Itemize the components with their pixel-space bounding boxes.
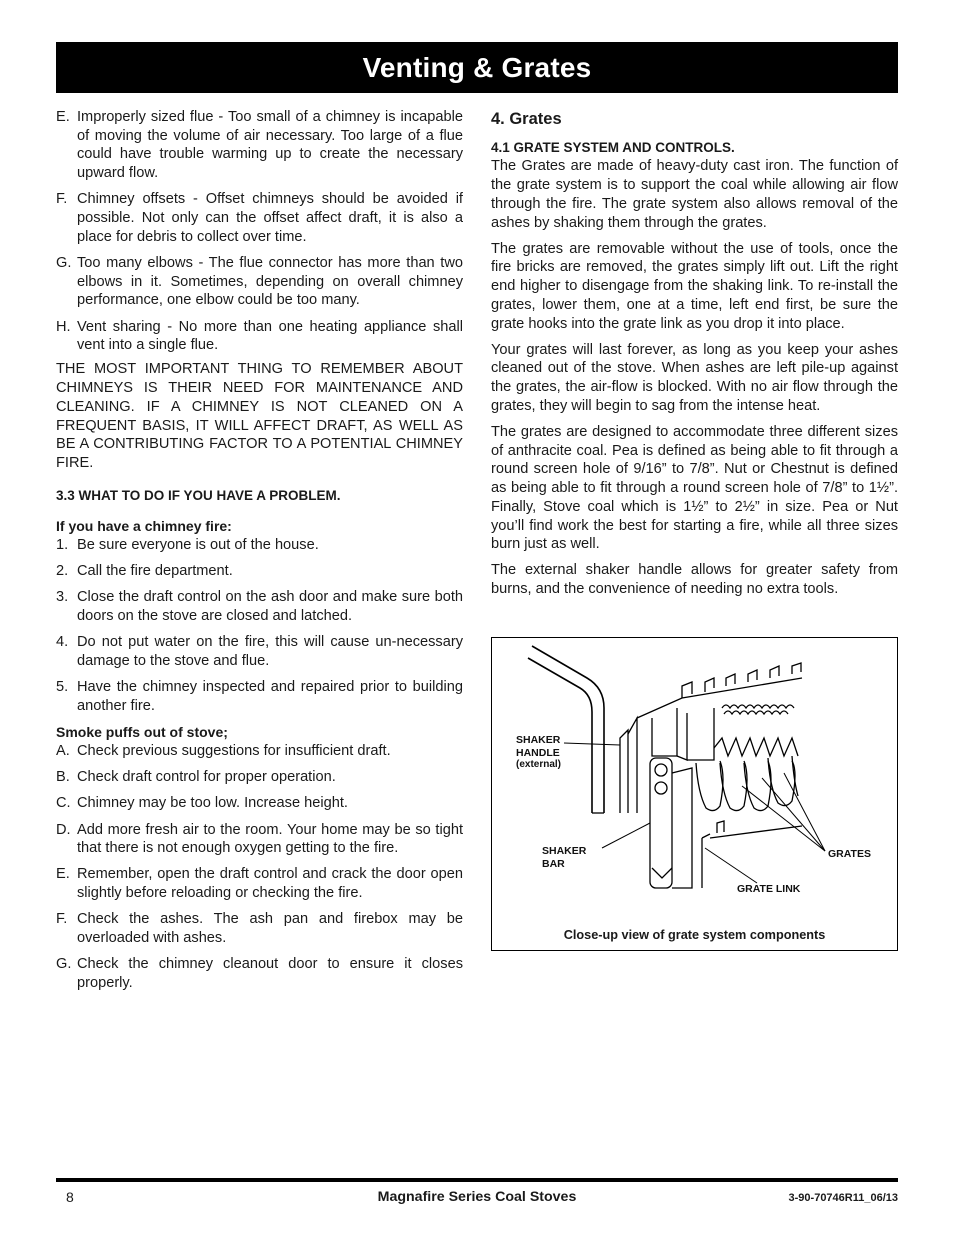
grates-paragraph-5: The external shaker handle allows for greater safety from burns, and the convenience of needing no extra tools. xyxy=(491,562,898,598)
grate-system-figure xyxy=(491,637,898,951)
list-item-text: Be sure everyone is out of the house. xyxy=(77,537,319,554)
shaker-handle-label xyxy=(516,734,561,772)
maintenance-warning: THE MOST IMPORTANT THING TO REMEMBER ABOUT CHIMNEYS IS THEIR NEED FOR MAINTENANCE AND CLEANING. IF A CHIMNEY IS NOT CLEANED ON A FREQUENT BASIS, IT WILL AFFECT DRAFT, AS WELL AS BE A CONTRIBUTING FACTOR TO A POTENTIAL CHIMNEY FIRE. xyxy=(56,361,463,471)
list-marker: 2. xyxy=(56,563,69,580)
list-item-text: Add more fresh air to the room. Your home may be so tight that there is not enough oxygen getting to the fire. xyxy=(77,821,463,857)
list-marker: 5. xyxy=(56,679,69,696)
grates-paragraph-3: Your grates will last forever, as long as you keep your ashes cleaned out of the stove. When ashes are left pile-up against the grates, the air-flow is blocked. With no air flow through the grates, they will begin to sag from the intense heat. xyxy=(491,341,898,414)
list-item-text: Too many elbows - The flue connector has more than two elbows in it. Sometimes, depending on overall chimney performance, one elbow could be too many. xyxy=(77,254,463,309)
chimney-fire-step-item xyxy=(56,536,463,555)
list-marker: G. xyxy=(56,956,72,973)
list-marker: D. xyxy=(56,821,71,838)
list-marker: E. xyxy=(56,109,70,125)
chimney-fire-step-item xyxy=(56,678,463,715)
chimney-fire-step-item xyxy=(56,633,463,670)
list-item-text: Have the chimney inspected and repaired prior to building another fire. xyxy=(77,679,463,714)
chimney-fire-heading: If you have a chimney fire: xyxy=(56,518,232,535)
grate-system-illustration xyxy=(492,638,897,950)
left-column xyxy=(56,108,463,1000)
shaker-bar-label xyxy=(542,845,586,870)
shaker-handle-label-line2: HANDLE xyxy=(516,746,560,759)
grates-paragraph-4: The grates are designed to accommodate three different sizes of anthracite coal. Pea is defined as being able to fit through a round screen hole of 9/16” to 7/8”. Nut or Chestnut is defined as being able to fit through a round screen hole of 7/8” to 1½”. Finally, Stove coal which is 1½” to 2½” in size. Pea or Nut you’ll find work the best for starting a fire, while all three sizes burn just as well. xyxy=(491,424,898,553)
title-bar xyxy=(56,42,898,93)
smoke-puffs-step-item xyxy=(56,910,463,947)
smoke-puffs-step-item xyxy=(56,821,463,858)
list-marker: A. xyxy=(56,742,70,759)
list-marker: F. xyxy=(56,191,68,208)
figure-caption: Close-up view of grate system components xyxy=(563,928,826,942)
problem-section-heading: 3.3 WHAT TO DO IF YOU HAVE A PROBLEM. xyxy=(56,487,341,503)
shaker-handle-label-line1: SHAKER xyxy=(516,734,561,746)
chimney-fire-step-item xyxy=(56,562,463,581)
list-item-text: Check previous suggestions for insufficient draft. xyxy=(77,742,391,759)
list-marker: 1. xyxy=(56,537,69,554)
footer-rule xyxy=(56,1178,898,1182)
list-marker: B. xyxy=(56,769,70,786)
shaker-handle-label-line3: (external) xyxy=(516,759,562,770)
grates-label: GRATES xyxy=(828,848,871,860)
list-item-text: Improperly sized flue - Too small of a chimney is incapable of moving the volume of air necessary. Too large of a flue could have trouble warming up to create the necessary upward flow. xyxy=(77,109,463,182)
flue-issue-item xyxy=(56,318,463,355)
list-item-text: Check the chimney cleanout door to ensure it closes properly. xyxy=(77,956,463,991)
smoke-puffs-step-item xyxy=(56,794,463,813)
list-marker: F. xyxy=(56,911,68,928)
list-marker: H. xyxy=(56,318,71,335)
list-item-text: Call the fire department. xyxy=(77,563,233,580)
smoke-puffs-step-item xyxy=(56,955,463,992)
chimney-fire-steps xyxy=(56,536,463,716)
page-number: 8 xyxy=(66,1189,74,1205)
page-title: Venting & Grates xyxy=(362,51,592,83)
grates-paragraph-2: The grates are removable without the use of tools, once the fire bricks are removed, the grates simply lift out. Lift the right end higher to disengage from the shaking link. To re-install the grates, lower them, one at a time, left end first, be sure the grate hooks into the grate link as you drop it into place. xyxy=(491,240,898,332)
list-item-text: Remember, open the draft control and crack the door open slightly before reloading or checking the fire. xyxy=(77,866,463,902)
flue-issue-item xyxy=(56,108,463,183)
list-item-text: Chimney offsets - Offset chimneys should be avoided if possible. Not only can the offset affect draft, it is also a place for debris to collect over time. xyxy=(77,191,463,245)
smoke-puffs-steps xyxy=(56,742,463,993)
list-item-text: Do not put water on the fire, this will cause un-necessary damage to the stove and flue. xyxy=(77,634,463,670)
list-marker: E. xyxy=(56,866,70,883)
smoke-puffs-step-item xyxy=(56,865,463,902)
list-item-text: Check draft control for proper operation. xyxy=(77,769,336,786)
shaker-bar-label-line1: SHAKER xyxy=(542,845,587,857)
flue-issue-item xyxy=(56,190,463,246)
list-item-text: Chimney may be too low. Increase height. xyxy=(77,795,348,812)
grate-link-label: GRATE LINK xyxy=(737,883,801,895)
chimney-fire-step-item xyxy=(56,588,463,625)
list-marker: G. xyxy=(56,254,72,271)
smoke-puffs-step-item xyxy=(56,742,463,761)
shaker-bar-label-line2: BAR xyxy=(542,857,565,870)
grates-section-title: 4. Grates xyxy=(491,110,562,128)
grate-system-subtitle: 4.1 GRATE SYSTEM AND CONTROLS. xyxy=(491,139,735,155)
smoke-puffs-step-item xyxy=(56,768,463,787)
flue-issue-item xyxy=(56,254,463,310)
grates-paragraph-1: The Grates are made of heavy-duty cast iron. The function of the grate system is to support the coal while allowing air flow through the fire. The grate system also allows removal of the ashes by shaking them through the grates. xyxy=(491,158,898,231)
list-marker: C. xyxy=(56,795,71,812)
document-code: 3-90-70746R11_06/13 xyxy=(788,1192,898,1204)
right-column xyxy=(491,108,898,606)
smoke-puffs-heading: Smoke puffs out of stove; xyxy=(56,724,228,741)
list-item-text: Vent sharing - No more than one heating appliance shall vent into a single flue. xyxy=(77,318,463,354)
footer-title: Magnafire Series Coal Stoves xyxy=(377,1189,577,1205)
list-marker: 3. xyxy=(56,589,69,606)
list-marker: 4. xyxy=(56,634,69,651)
list-item-text: Close the draft control on the ash door and make sure both doors on the stove are closed and latched. xyxy=(77,589,463,625)
list-item-text: Check the ashes. The ash pan and firebox may be overloaded with ashes. xyxy=(77,911,463,947)
flue-issues-list xyxy=(56,108,463,355)
